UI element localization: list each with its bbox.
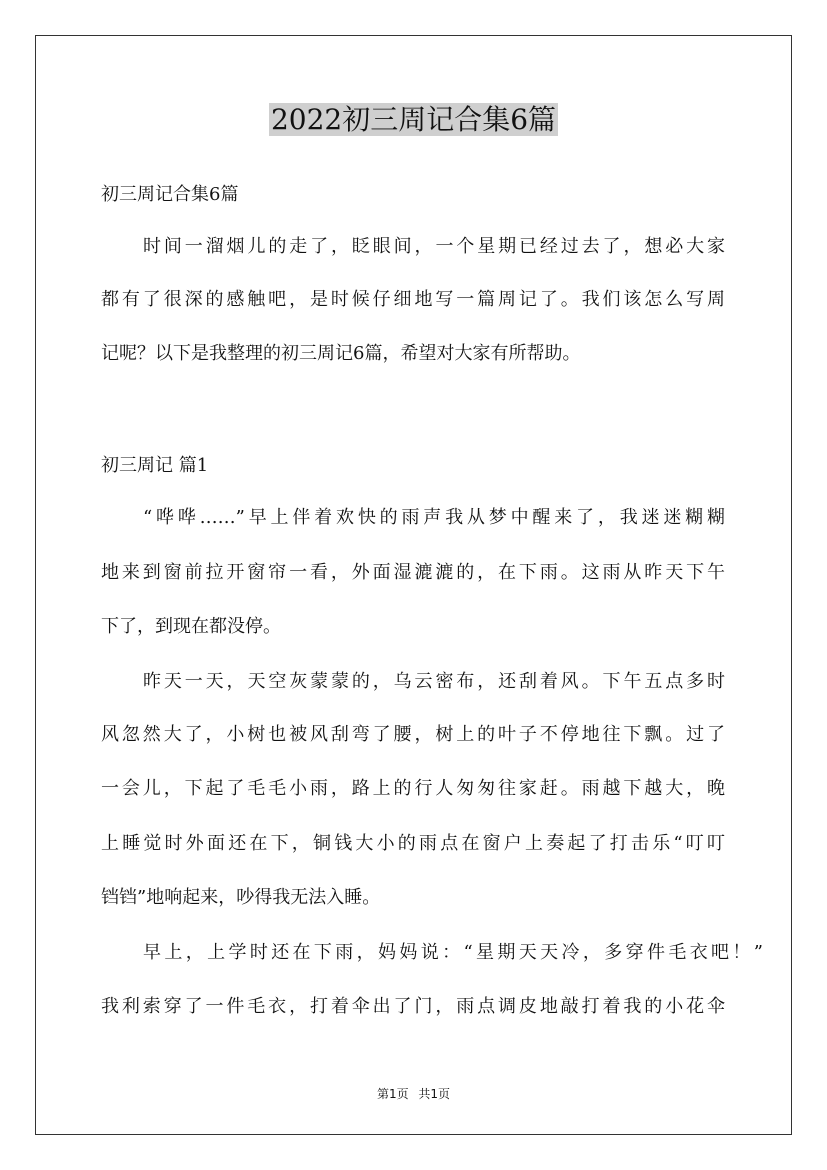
page-number-total: 共1页	[418, 1087, 451, 1101]
paragraph2-line-5: 铛铛”地响起来，吵得我无法入睡。	[101, 887, 381, 908]
paragraph2-line-2: 风忽然大了，小树也被风刮弯了腰，树上的叶子不停地往下飘。过了	[101, 724, 725, 745]
intro-line-2: 都有了很深的感触吧，是时候仔细地写一篇周记了。我们该怎么写周	[101, 289, 725, 310]
paragraph3-line-1: 早上，上学时还在下雨，妈妈说：“星期天天冷，多穿件毛衣吧！”	[143, 942, 763, 963]
paragraph2-line-3: 一会儿，下起了毛毛小雨，路上的行人匆匆往家赶。雨越下越大，晚	[101, 778, 725, 799]
page-number-current: 第1页	[376, 1087, 409, 1101]
paragraph2-line-1: 昨天一天，天空灰蒙蒙的，乌云密布，还刮着风。下午五点多时	[143, 671, 725, 692]
document-title	[0, 100, 827, 140]
page-footer	[0, 1085, 827, 1102]
paragraph3-line-2: 我利索穿了一件毛衣，打着伞出了门，雨点调皮地敲打着我的小花伞	[101, 996, 725, 1017]
section-heading: 初三周记 篇1	[101, 455, 209, 476]
document-title-text: 2022初三周记合集6篇	[270, 103, 557, 136]
paragraph1-line-2: 地来到窗前拉开窗帘一看，外面湿漉漉的，在下雨。这雨从昨天下午	[101, 562, 725, 583]
paragraph1-line-1: “哗哗……”早上伴着欢快的雨声我从梦中醒来了，我迷迷糊糊	[143, 507, 725, 528]
paragraph1-line-3: 下了，到现在都没停。	[101, 616, 281, 637]
paragraph2-line-4: 上睡觉时外面还在下，铜钱大小的雨点在窗户上奏起了打击乐“叮叮	[101, 833, 725, 854]
subtitle: 初三周记合集6篇	[101, 184, 239, 205]
intro-line-3: 记呢？以下是我整理的初三周记6篇，希望对大家有所帮助。	[101, 343, 581, 364]
intro-line-1: 时间一溜烟儿的走了，眨眼间，一个星期已经过去了，想必大家	[143, 236, 725, 257]
